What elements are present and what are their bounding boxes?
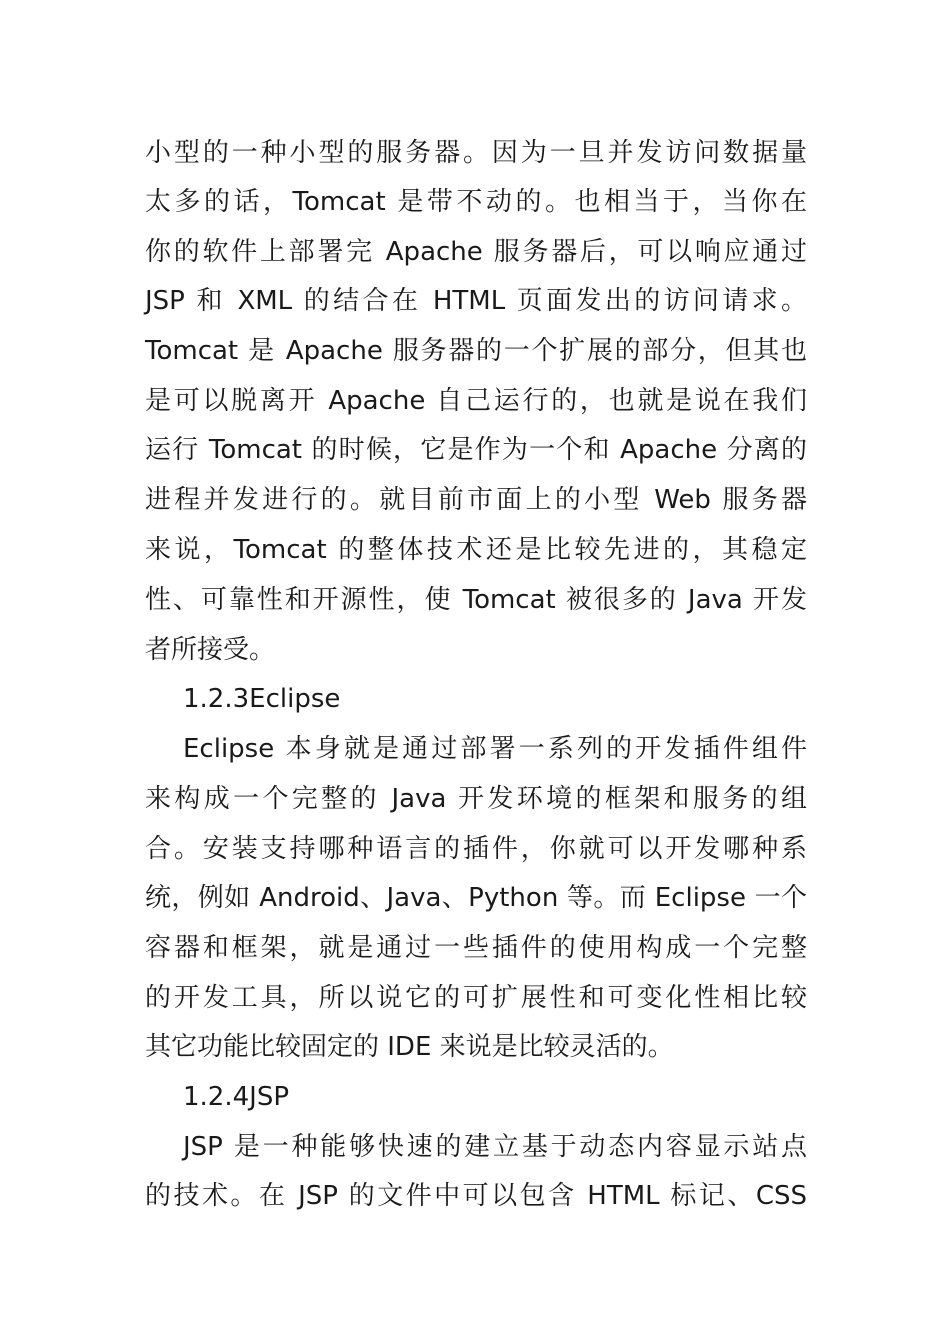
text-line: Eclipse 本身就是通过部署一系列的开发插件组件 (183, 734, 807, 764)
text-line: Tomcat 是 Apache 服务器的一个扩展的部分，但其也 (145, 336, 807, 366)
text-line: 是可以脱离开 Apache 自己运行的，也就是说在我们 (145, 386, 807, 416)
text-line: 运行 Tomcat 的时候，它是作为一个和 Apache 分离的 (145, 435, 807, 465)
text-line: JSP 是一种能够快速的建立基于动态内容显示站点 (183, 1132, 807, 1162)
text-line: 太多的话，Tomcat 是带不动的。也相当于，当你在 (145, 187, 807, 217)
text-line: 其它功能比较固定的 IDE 来说是比较灵活的。 (145, 1032, 674, 1062)
text-line: 的开发工具，所以说它的可扩展性和可变化性相比较 (145, 983, 807, 1013)
text-line: 进程并发进行的。就目前市面上的小型 Web 服务器 (145, 485, 807, 515)
text-line: 者所接受。 (145, 635, 276, 665)
section-heading-jsp: 1.2.4JSP (183, 1082, 290, 1112)
text-line: 你的软件上部署完 Apache 服务器后，可以响应通过 (145, 237, 807, 267)
text-line: 小型的一种小型的服务器。因为一旦并发访问数据量 (145, 138, 807, 168)
text-line: 容器和框架，就是通过一些插件的使用构成一个完整 (145, 933, 807, 963)
text-line: 来构成一个完整的 Java 开发环境的框架和服务的组 (145, 784, 807, 814)
text-line: JSP 和 XML 的结合在 HTML 页面发出的访问请求。 (145, 286, 807, 316)
text-line: 性、可靠性和开源性，使 Tomcat 被很多的 Java 开发 (145, 585, 807, 615)
text-line: 合。安装支持哪种语言的插件，你就可以开发哪种系 (145, 834, 807, 864)
text-line: 来说，Tomcat 的整体技术还是比较先进的，其稳定 (145, 535, 807, 565)
section-heading-eclipse: 1.2.3Eclipse (183, 684, 341, 714)
text-line: 的技术。在 JSP 的文件中可以包含 HTML 标记、CSS (145, 1181, 807, 1211)
text-line: 统，例如 Android、Java、Python 等。而 Eclipse 一个 (145, 883, 807, 913)
